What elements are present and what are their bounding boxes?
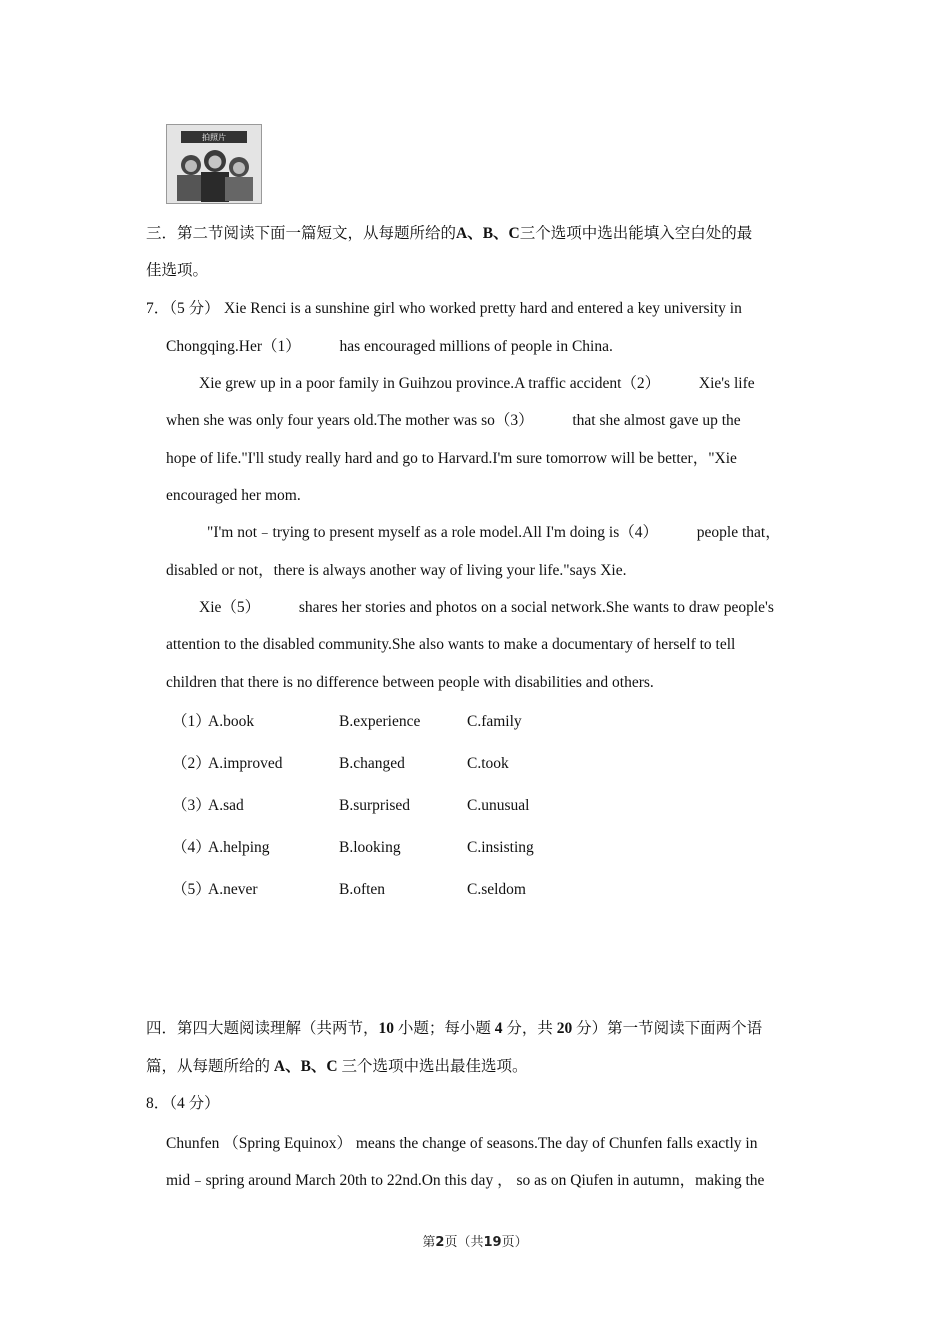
q7-number: 7．（5 分） [146, 300, 220, 317]
option-c[interactable]: C.took [467, 755, 509, 772]
option-c[interactable]: C.unusual [467, 797, 530, 814]
option-c[interactable]: C.family [467, 713, 522, 730]
option-a[interactable]: A.sad [208, 797, 244, 814]
option-number: （4） [172, 839, 211, 856]
option-b[interactable]: B.surprised [339, 797, 411, 814]
option-a[interactable]: A.helping [208, 839, 270, 856]
page-footer: 第2页（共19页） [422, 1235, 528, 1250]
option-number: （2） [172, 755, 211, 772]
option-number: （1） [172, 713, 211, 730]
q7-line-6: encouraged her mom. [166, 487, 301, 504]
section4-heading-line2: 篇，从每题所给的 A、B、C 三个选项中选出最佳选项。 [146, 1058, 528, 1075]
illustration-image [166, 124, 262, 204]
option-c[interactable]: C.seldom [467, 881, 526, 898]
option-a[interactable]: A.book [208, 713, 255, 730]
q7-line-8: disabled or not，there is always another way of living your life."says Xie. [166, 562, 627, 579]
q7-line-7: "I'm not﹣trying to present myself as a role model.All I'm doing is（4） people that， [207, 524, 781, 541]
option-a[interactable]: A.never [208, 881, 258, 898]
q7-line-11: children that there is no difference between people with disabilities and others. [166, 674, 654, 691]
q7-line-9: Xie（5） shares her stories and photos on a social network.She wants to draw people's [199, 599, 774, 616]
q7-line-3: Xie grew up in a poor family in Guihzou province.A traffic accident（2） Xie's life [199, 375, 755, 392]
section3-heading-line2: 佳选项。 [146, 262, 209, 279]
q8-line-1: Chunfen （Spring Equinox） means the change of seasons.The day of Chunfen falls exactly in [166, 1135, 758, 1152]
option-b[interactable]: B.looking [339, 839, 401, 856]
q7-line-10: attention to the disabled community.She also wants to make a documentary of herself to tell [166, 636, 736, 653]
option-b[interactable]: B.experience [339, 713, 421, 730]
three-people-picture [167, 125, 261, 203]
option-c[interactable]: C.insisting [467, 839, 534, 856]
option-number: （3） [172, 797, 211, 814]
option-b[interactable]: B.changed [339, 755, 405, 772]
q7-line-1: Xie Renci is a sunshine girl who worked pretty hard and entered a key university in [224, 300, 742, 317]
q7-line-2: Chongqing.Her（1） has encouraged millions of people in China. [166, 338, 613, 355]
section3-heading-line1: 三．第二节阅读下面一篇短文，从每题所给的A、B、C三个选项中选出能填入空白处的最 [146, 225, 753, 242]
section4-heading-line1: 四．第四大题阅读理解（共两节，10 小题；每小题 4 分，共 20 分）第一节阅读下面两个语 [146, 1020, 763, 1037]
option-a[interactable]: A.improved [208, 755, 283, 772]
image-caption: 拍照片 [202, 133, 226, 142]
q7-line-4: when she was only four years old.The mother was so（3） that she almost gave up the [166, 412, 741, 429]
option-b[interactable]: B.often [339, 881, 386, 898]
q8-number: 8．（4 分） [146, 1095, 220, 1112]
option-number: （5） [172, 881, 211, 898]
q8-line-2: mid﹣spring around March 20th to 22nd.On this day ， so as on Qiufen in autumn，making the [166, 1172, 765, 1189]
q7-line-5: hope of life."I'll study really hard and go to Harvard.I'm sure tomorrow will be better，"Xie [166, 450, 737, 467]
